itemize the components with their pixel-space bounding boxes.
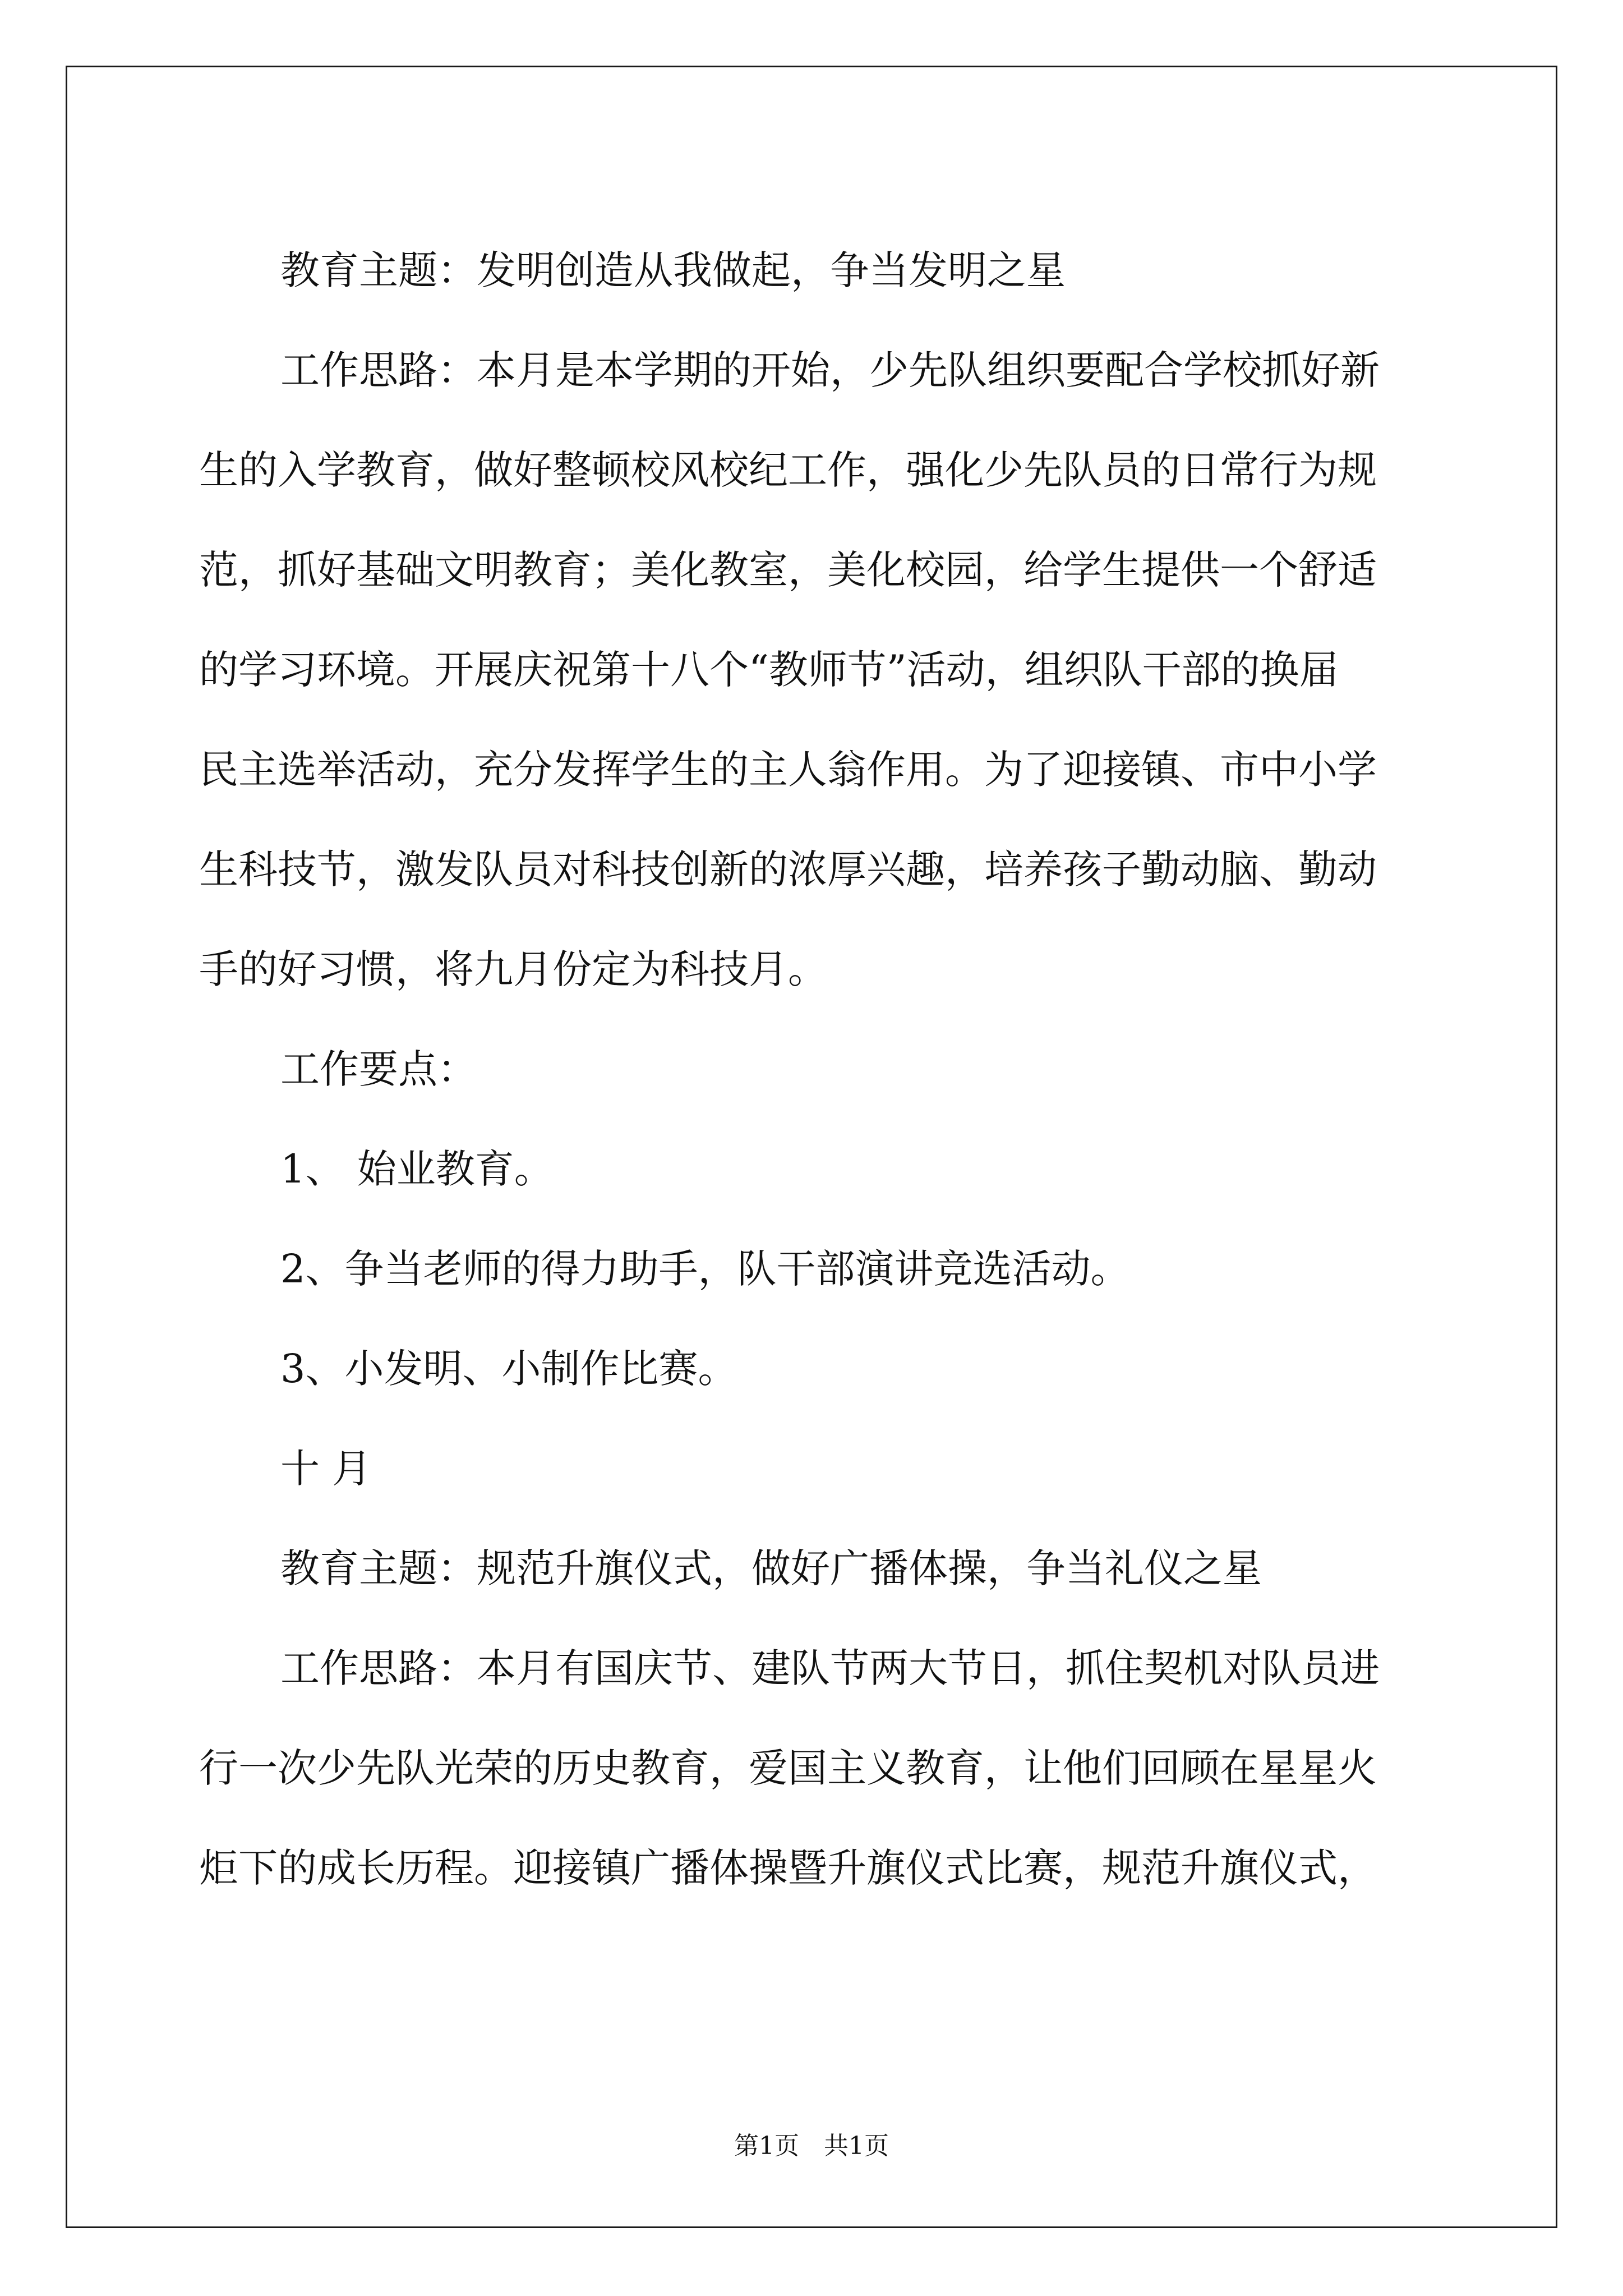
work-point-item: 3、小发明、小制作比赛。: [280, 1346, 737, 1392]
page-number-footer: 第1页 共1页: [734, 2132, 889, 2160]
document-body: [199, 220, 1436, 1918]
work-idea-line: 的学习环境。开展庆祝第十八个“教师节”活动，组织队干部的换届: [199, 647, 1339, 693]
work-idea-line: 生的入学教育，做好整顿校风校纪工作，强化少先队员的日常行为规: [199, 447, 1377, 493]
work-idea-line: 工作思路：本月有国庆节、建队节两大节日，抓住契机对队员进: [280, 1645, 1380, 1691]
work-idea-line: 工作思路：本月是本学期的开始，少先队组织要配合学校抓好新: [280, 347, 1380, 393]
work-idea-line: 生科技节，激发队员对科技创新的浓厚兴趣，培养孩子勤动脑、勤动: [199, 846, 1377, 892]
work-idea-line: 行一次少先队光荣的历史教育，爱国主义教育，让他们回顾在星星火: [199, 1745, 1377, 1791]
month-heading-october: 十 月: [280, 1446, 372, 1492]
education-theme-september: 教育主题：发明创造从我做起，争当发明之星: [280, 247, 1066, 293]
work-point-item: 1、 始业教育。: [280, 1146, 554, 1192]
work-points-heading: 工作要点：: [280, 1046, 477, 1092]
work-idea-line: 范，抓好基础文明教育；美化教室，美化校园，给学生提供一个舒适: [199, 547, 1377, 593]
education-theme-october: 教育主题：规范升旗仪式，做好广播体操，争当礼仪之星: [280, 1545, 1262, 1591]
work-idea-line: 民主选举活动，充分发挥学生的主人翁作用。为了迎接镇、市中小学: [199, 747, 1377, 793]
work-idea-line: 手的好习惯，将九月份定为科技月。: [199, 946, 827, 992]
work-idea-line: 炬下的成长历程。迎接镇广播体操暨升旗仪式比赛，规范升旗仪式，: [199, 1845, 1377, 1891]
work-point-item: 2、争当老师的得力助手，队干部演讲竞选活动。: [280, 1246, 1130, 1292]
